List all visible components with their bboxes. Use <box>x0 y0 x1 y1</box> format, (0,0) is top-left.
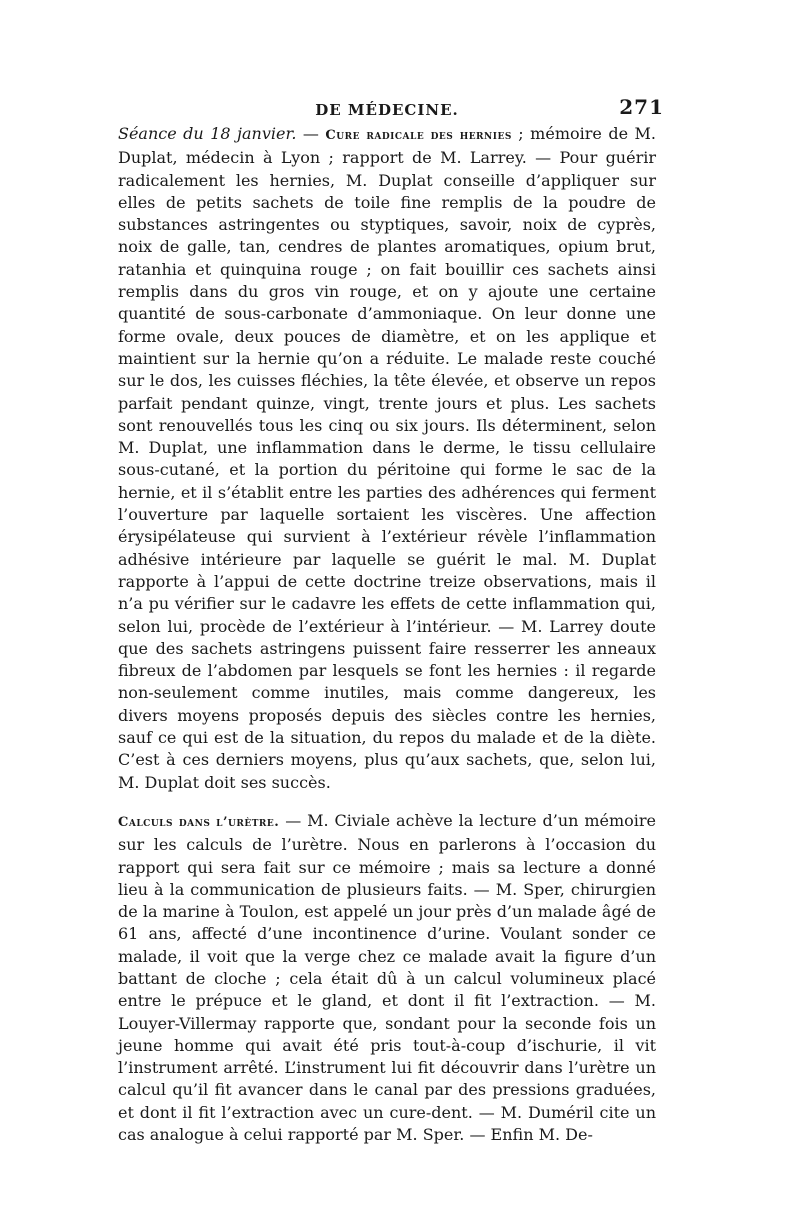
topic-heading: Cure radicale des hernies <box>325 128 512 143</box>
running-title: DE MÉDECINE. <box>315 101 459 119</box>
paragraph-calculs-uretre <box>118 810 656 1146</box>
paragraph-body: — M. Civiale achève la lecture d’un mémoire sur les calculs de l’urètre. Nous en parlerons à l’occasion du rapport qui sera fait sur ce mémoire ; mais sa lecture a donné lieu à la communication de plusieurs faits. — M. Sper, chirurgien de la marine à Toulon, est appelé un jour près d’un malade âgé de 61 ans, affecté d’une incontinence d’urine. Voulant sonder ce malade, il voit que la verge chez ce malade avait la figure d’un battant de cloche ; cela était dû à un calcul volumineux placé entre le prépuce et le gland, et dont il fit l’extraction. — M. Louyer-Villermay rapporte que, sondant pour la seconde fois un jeune homme qui avait été pris tout-à-coup d’ischurie, il vit l’instrument arrêté. L’instrument lui fit découvrir dans l’urètre un calcul qu’il fit avancer dans le canal par des pressions graduées, et dont il fit l’extraction avec un cure-dent. — M. Duméril cite un cas analogue à celui rapporté par M. Sper. — Enfin M. De- <box>118 810 657 1145</box>
paragraph-body: ; mémoire de M. Duplat, médecin à Lyon ; rapport de M. Larrey. — Pour guérir radicalement les hernies, M. Duplat conseille d’appliquer sur elles de petits sachets de toile fine remplis de la poudre de substances astringentes ou styptiques, savoir, noix de cyprès, noix de galle, tan, cendres de plantes aromatiques, opium brut, ratanhia et quinquina rouge ; on fait bouillir ces sachets ainsi remplis dans du gros vin rouge, et on y ajoute une certaine quantité de sous-carbonate d’ammoniaque. On leur donne une forme ovale, deux pouces de diamètre, et on les applique et maintient sur la hernie qu’on a réduite. Le malade reste couché sur le dos, les cuisses fléchies, la tête élevée, et observe un repos parfait pendant quinze, vingt, trente jours et plus. Les sachets sont renouvellés tous les cinq ou six jours. Ils déterminent, selon M. Duplat, une inflammation dans le derme, le tissu cellulaire sous-cutané, et la portion du péritoine qui forme le sac de la hernie, et il s’établit entre les parties des adhérences qui ferment l’ouverture par laquelle sortaient les viscères. Une affection érysipélateuse qui survient à l’extérieur révèle l’inflammation adhésive intérieure par laquelle se guérit le mal. M. Duplat rapporte à l’appui de cette doctrine treize observations, mais il n’a pu vérifier sur le cadavre les effets de cette inflammation qui, selon lui, procède de l’extérieur à l’intérieur. — M. Larrey doute que des sachets astringens puissent faire resserrer les anneaux fibreux de l’abdomen par lesquels se font les hernies : il regarde non-seulement comme inutiles, mais comme dangereux, les divers moyens proposés depuis des siècles contre les hernies, sauf ce qui est de la situation, du repos du malade et de la diète. C’est à ces derniers moyens, plus qu’aux sachets, que, selon lui, M. Duplat doit ses succès. <box>118 124 656 792</box>
dash-separator: — <box>296 124 326 143</box>
book-page <box>118 95 664 1146</box>
session-date: Séance du 18 janvier. <box>118 124 297 143</box>
paragraph-cure-hernies <box>118 123 656 794</box>
page-header <box>118 95 664 123</box>
page-number: 271 <box>619 95 664 119</box>
topic-heading: Calculs dans l’urètre. <box>118 814 280 830</box>
